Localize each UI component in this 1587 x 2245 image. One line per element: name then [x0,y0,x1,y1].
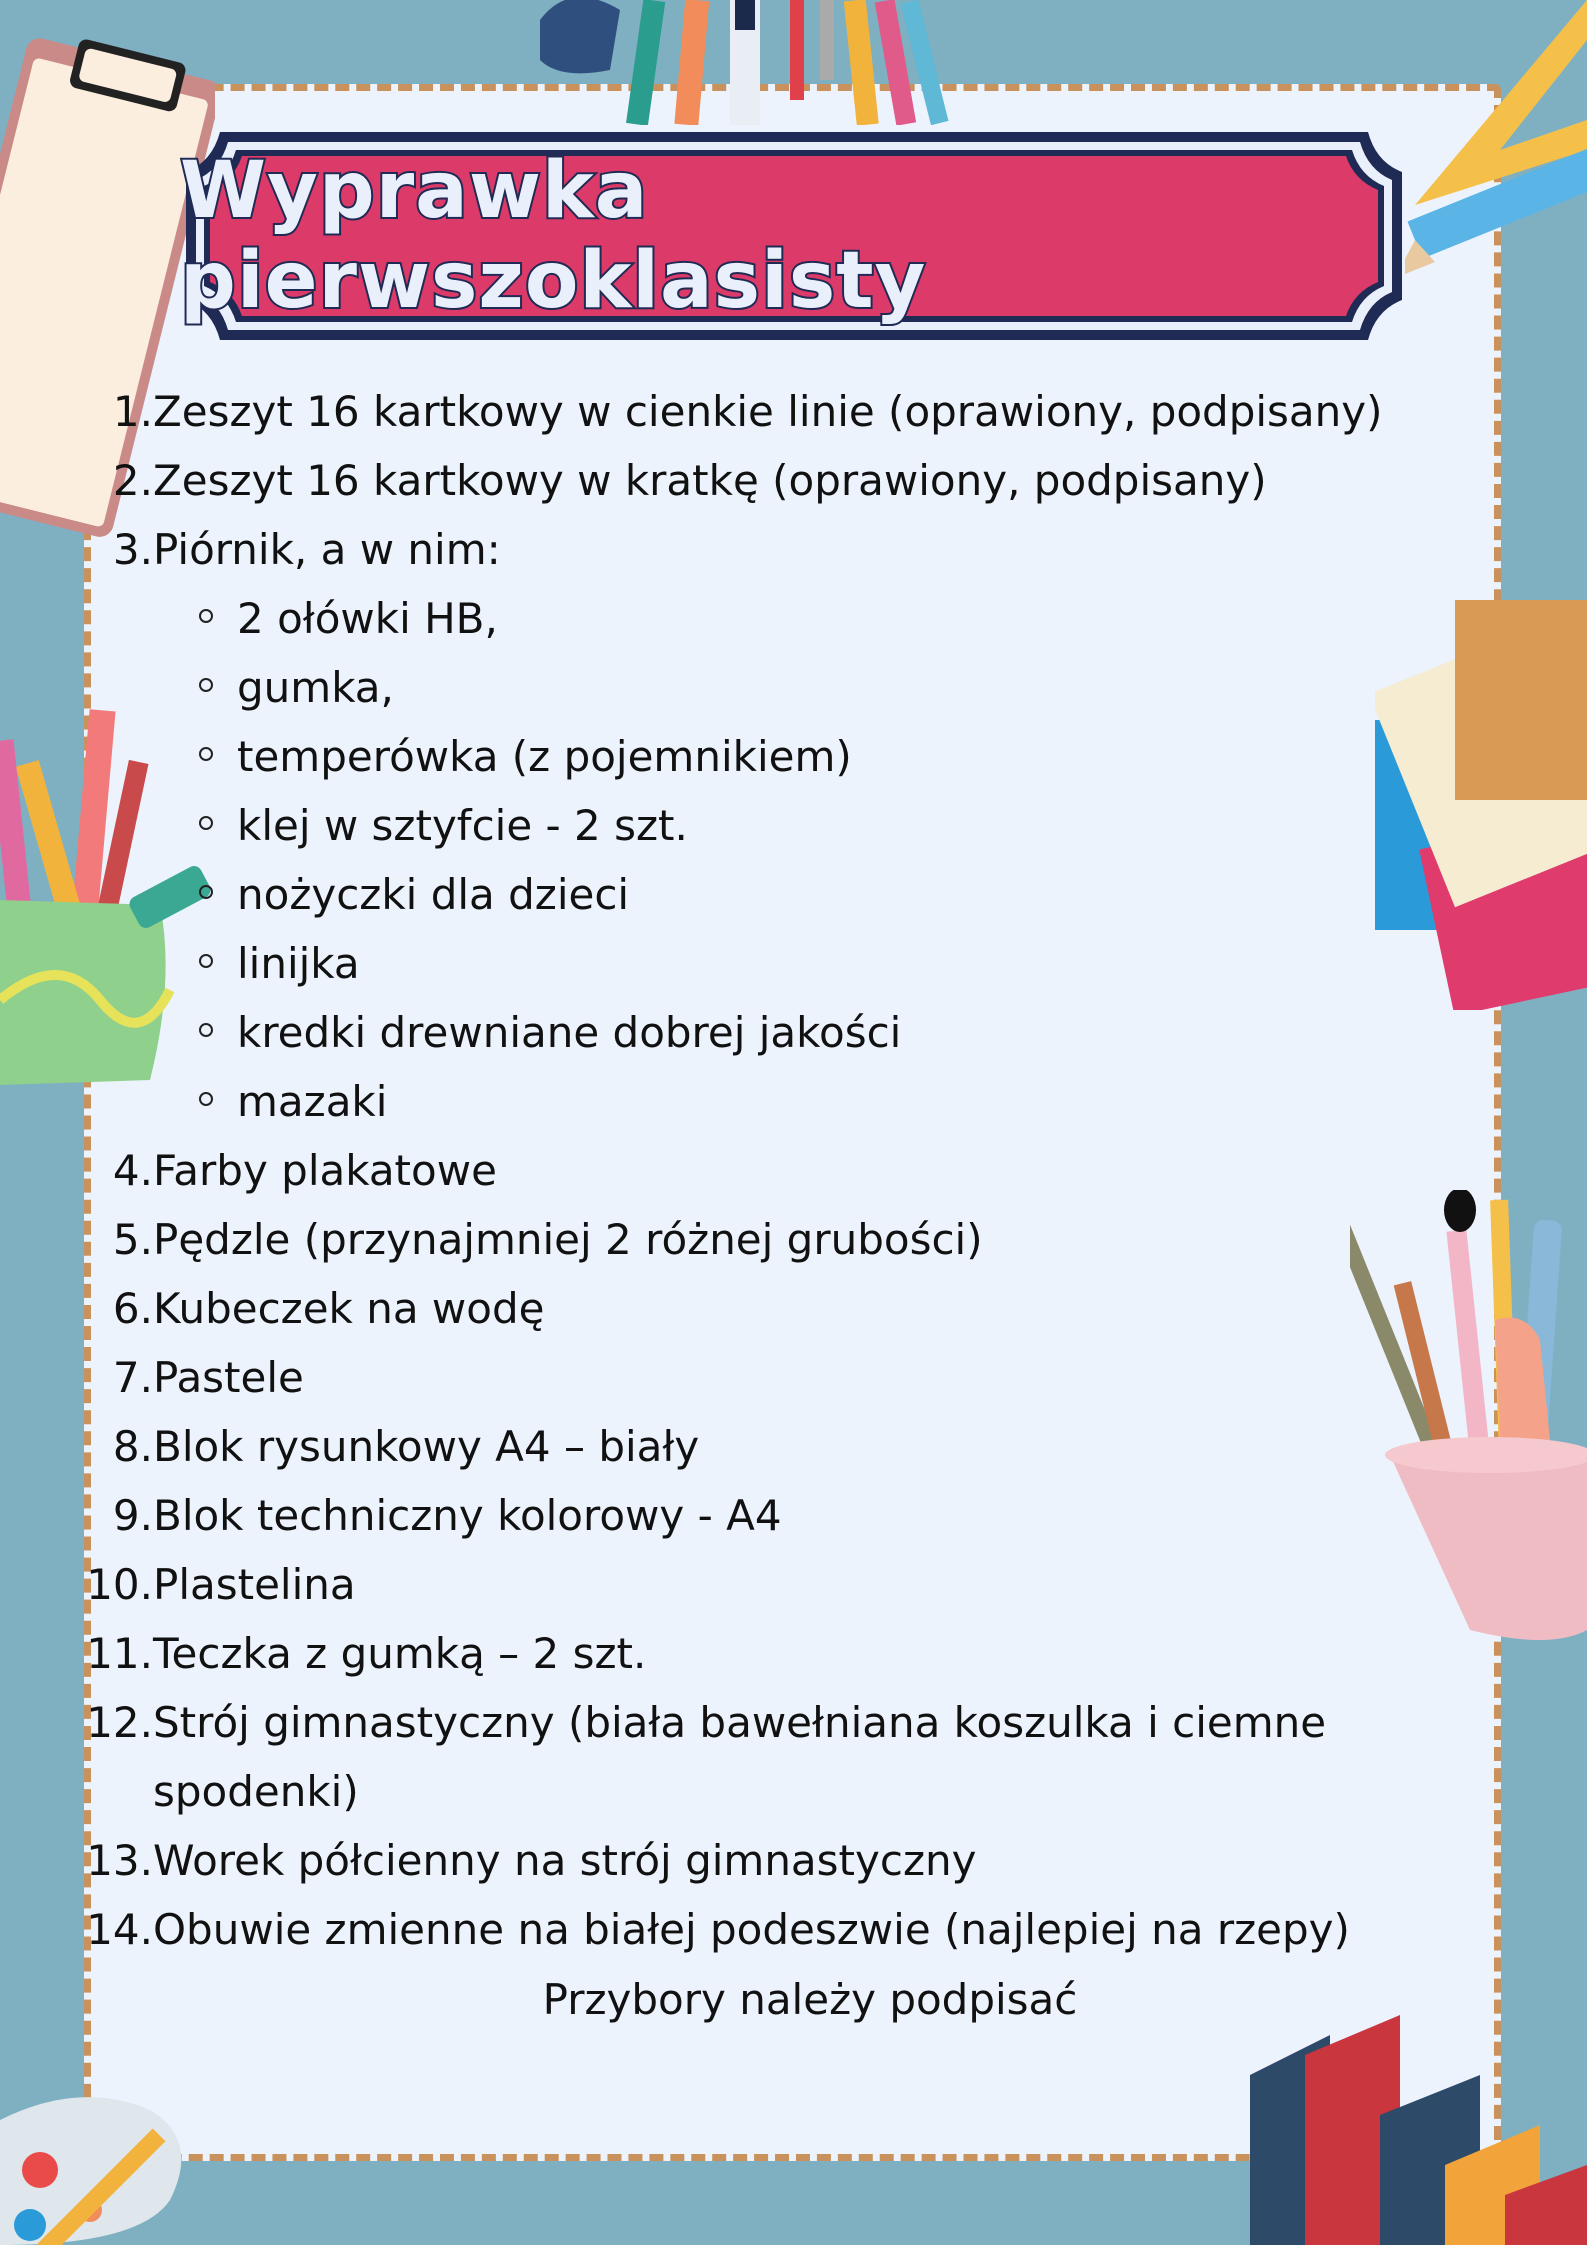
ruler-pencil-illustration [1405,0,1587,330]
sub-item-text: linijka [237,939,360,988]
item-text: Worek półcienny na strój gimnastyczny [153,1836,977,1885]
list-item [0,1550,1500,1619]
item-text: Farby plakatowe [153,1146,497,1195]
list-item [0,1274,1500,1343]
sub-item-text: gumka, [237,663,394,712]
item-text: Teczka z gumką – 2 szt. [153,1629,647,1678]
supply-list [0,377,1500,1964]
list-item [0,1826,1500,1895]
sub-item-text: temperówka (z pojemnikiem) [237,732,852,781]
item-text: Strój gimnastyczny (biała bawełniana koszulka i ciemne spodenki) [153,1698,1327,1816]
item-text: Zeszyt 16 kartkowy w cienkie linie (oprawiony, podpisany) [153,387,1383,436]
sub-item-text: klej w sztyfcie - 2 szt. [237,801,688,850]
item-number: 4. [112,1146,153,1195]
circle-bullet-icon [199,747,213,761]
item-number: 13. [86,1836,153,1885]
page-title: Wyprawka pierwszoklasisty [180,146,927,326]
sub-list-item [0,722,1500,791]
item-text: Pastele [153,1353,304,1402]
books-illustration [1250,2005,1587,2245]
item-number: 12. [86,1698,153,1747]
item-number: 6. [112,1284,153,1333]
list-item [0,446,1500,515]
sub-list-item [0,584,1500,653]
list-item [0,1412,1500,1481]
item-number: 9. [112,1491,153,1540]
list-item [0,1895,1500,1964]
sub-item-text: mazaki [237,1077,388,1126]
list-item [0,1205,1500,1274]
item-text: Kubeczek na wodę [153,1284,545,1333]
item-text: Pędzle (przynajmniej 2 różnej grubości) [153,1215,983,1264]
item-number: 3. [112,525,153,574]
sub-list-item [0,929,1500,998]
item-number: 8. [112,1422,153,1471]
sub-list-item [0,791,1500,860]
sub-list-item [0,1067,1500,1136]
item-number: 7. [112,1353,153,1402]
item-text: Zeszyt 16 kartkowy w kratkę (oprawiony, podpisany) [153,456,1267,505]
item-number: 2. [112,456,153,505]
item-text: Blok techniczny kolorowy - A4 [153,1491,782,1540]
sub-list-item [0,653,1500,722]
item-number: 11. [86,1629,153,1678]
title-banner [180,126,1408,346]
list-item [0,377,1500,446]
sub-item-text: kredki drewniane dobrej jakości [237,1008,902,1057]
item-number: 5. [112,1215,153,1264]
list-item [0,1343,1500,1412]
circle-bullet-icon [199,816,213,830]
list-item [0,1136,1500,1205]
list-item [0,515,1500,584]
item-text: Plastelina [153,1560,356,1609]
circle-bullet-icon [199,609,213,623]
item-text: Piórnik, a w nim: [153,525,501,574]
footer-note: Przybory należy podpisać [542,1975,1078,2024]
list-item [0,1481,1500,1550]
sub-list-item [0,998,1500,1067]
sub-item-text: nożyczki dla dzieci [237,870,630,919]
palette-illustration [0,2080,270,2245]
circle-bullet-icon [199,1023,213,1037]
circle-bullet-icon [199,954,213,968]
sub-item-text: 2 ołówki HB, [237,594,498,643]
item-number: 10. [86,1560,153,1609]
list-item [0,1688,1500,1826]
sub-list-item [0,860,1500,929]
circle-bullet-icon [199,678,213,692]
circle-bullet-icon [199,885,213,899]
item-number: 14. [86,1905,153,1954]
item-number: 1. [112,387,153,436]
pencils-top-illustration [530,0,990,125]
item-text: Blok rysunkowy A4 – biały [153,1422,700,1471]
list-item [0,1619,1500,1688]
circle-bullet-icon [199,1092,213,1106]
item-text: Obuwie zmienne na białej podeszwie (najlepiej na rzepy) [153,1905,1350,1954]
